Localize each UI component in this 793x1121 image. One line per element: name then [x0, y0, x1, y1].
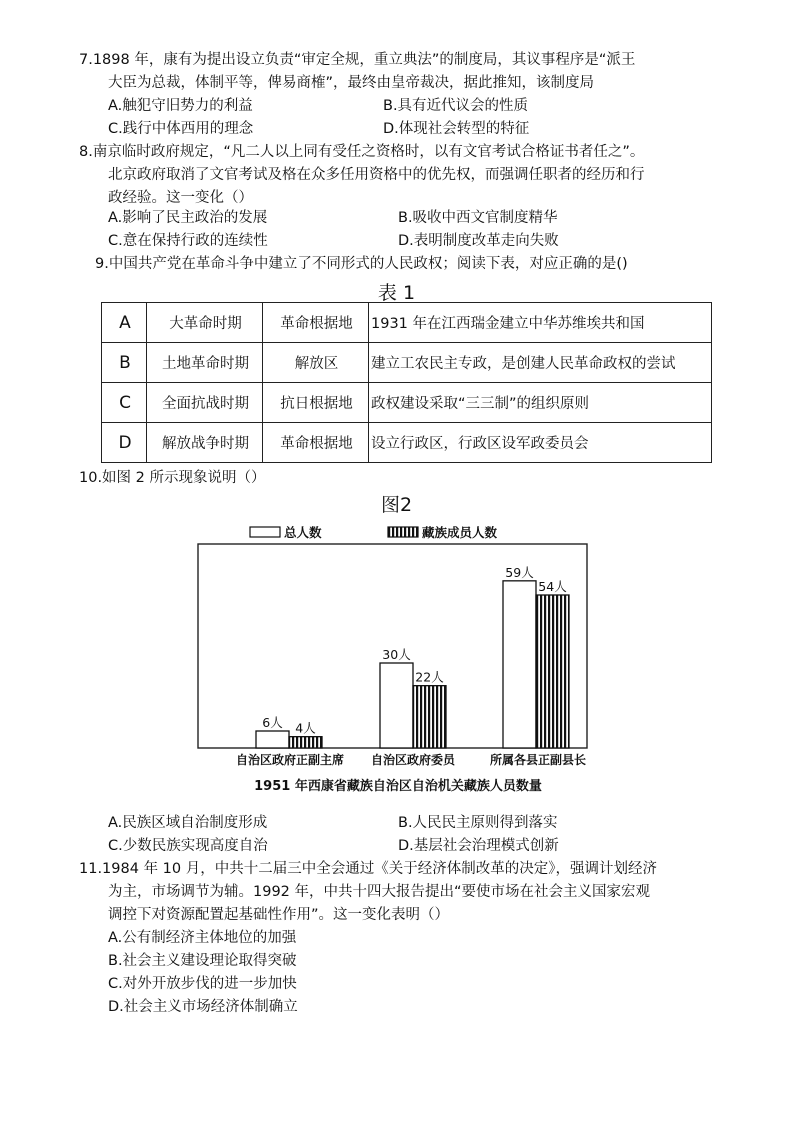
table-cell: D [102, 423, 147, 463]
bar-total [256, 731, 289, 748]
table-cell: 政权建设采取“三三制”的组织原则 [369, 383, 712, 423]
bar-total [380, 663, 413, 748]
data-label: 22人 [415, 669, 444, 685]
bar-total [503, 581, 536, 748]
bar-tibetan [289, 737, 322, 748]
table-cell: 全面抗战时期 [147, 383, 263, 423]
table-cell: 设立行政区，行政区设军政委员会 [369, 423, 712, 463]
table-cell: 解放区 [263, 343, 369, 383]
q8-stem-line1: 8.南京临时政府规定，“凡二人以上同有受任之资格时，以有文官考试合格证书者任之”。 [79, 144, 645, 160]
category-label: 自治区政府正副主席 [235, 753, 345, 767]
legend-swatch-total [250, 527, 280, 537]
q7-option-b: B.具有近代议会的性质 [383, 98, 529, 114]
q11-stem-line3: 调控下对资源配置起基础性作用”。这一变化表明（） [108, 907, 450, 923]
legend-swatch-tibetan [388, 527, 418, 537]
data-label: 54人 [538, 579, 567, 594]
bar-tibetan [413, 686, 446, 748]
q8-option-b: B.吸收中西文官制度精华 [398, 210, 558, 226]
data-label: 59人 [505, 564, 534, 580]
category-label: 自治区政府委员 [370, 753, 456, 767]
chart-title: 1951 年西康省藏族自治区自治机关藏族人员数量 [254, 779, 542, 794]
q11-stem-line1: 11.1984 年 10 月，中共十二届三中全会通过《关于经济体制改革的决定》，强调计划经济 [79, 861, 657, 877]
table-cell: A [102, 303, 147, 343]
data-label: 6人 [262, 715, 283, 730]
q7-option-d: D.体现社会转型的特征 [383, 121, 530, 137]
q10-option-b: B.人民民主原则得到落实 [398, 815, 558, 831]
q10-option-c: C.少数民族实现高度自治 [108, 838, 268, 854]
q11-option-a: A.公有制经济主体地位的加强 [108, 930, 297, 946]
q10-option-d: D.基层社会治理模式创新 [398, 838, 559, 854]
q11-option-d: D.社会主义市场经济体制确立 [108, 999, 298, 1015]
legend-label: 藏族成员人数 [422, 525, 498, 540]
q10-stem: 10.如图 2 所示现象说明（） [79, 470, 266, 486]
figure-caption: 图2 [380, 494, 413, 516]
data-label: 30人 [382, 647, 411, 662]
legend-label: 总人数 [284, 525, 322, 540]
table-cell: 1931 年在江西瑞金建立中华苏维埃共和国 [369, 303, 712, 343]
q8-stem-line2: 北京政府取消了文官考试及格在众多任用资格中的优先权，而强调任职者的经历和行 [108, 167, 645, 183]
table-cell: 革命根据地 [263, 423, 369, 463]
category-label: 所属各县正副县长 [489, 753, 587, 767]
table-cell: 土地革命时期 [147, 343, 263, 383]
q11-option-c: C.对外开放步伐的进一步加快 [108, 976, 297, 992]
q7-option-a: A.触犯守旧势力的利益 [108, 98, 253, 114]
table-cell: 建立工农民主专政，是创建人民革命政权的尝试 [369, 343, 712, 383]
table-cell: 大革命时期 [147, 303, 263, 343]
q11-option-b: B.社会主义建设理论取得突破 [108, 953, 297, 969]
q9-stem: 9.中国共产党在革命斗争中建立了不同形式的人民政权；阅读下表，对应正确的是() [95, 256, 628, 272]
q8-option-a: A.影响了民主政治的发展 [108, 210, 268, 226]
data-label: 4人 [295, 720, 316, 736]
table-cell: 革命根据地 [263, 303, 369, 343]
q8-option-c: C.意在保持行政的连续性 [108, 233, 268, 249]
table-cell: C [102, 383, 147, 423]
table-cell: B [102, 343, 147, 383]
table-caption: 表 1 [377, 282, 416, 304]
q8-stem-line3: 政经验。这一变化（） [108, 190, 253, 206]
q11-stem-line2: 为主，市场调节为辅。1992 年，中共十四大报告提出“要使市场在社会主义国家宏观 [108, 884, 651, 900]
q8-option-d: D.表明制度改革走向失败 [398, 233, 559, 249]
q10-option-a: A.民族区域自治制度形成 [108, 815, 268, 831]
q7-stem-line2: 大臣为总裁，体制平等，俾易商榷”，最终由皇帝裁决，据此推知，该制度局 [108, 75, 595, 91]
table-cell: 抗日根据地 [263, 383, 369, 423]
table-cell: 解放战争时期 [147, 423, 263, 463]
q7-stem-line1: 7.1898 年，康有为提出设立负责“审定全规，重立典法”的制度局，其议事程序是“派王 [79, 52, 636, 68]
q7-option-c: C.践行中体西用的理念 [108, 121, 254, 137]
bar-tibetan [536, 595, 569, 748]
